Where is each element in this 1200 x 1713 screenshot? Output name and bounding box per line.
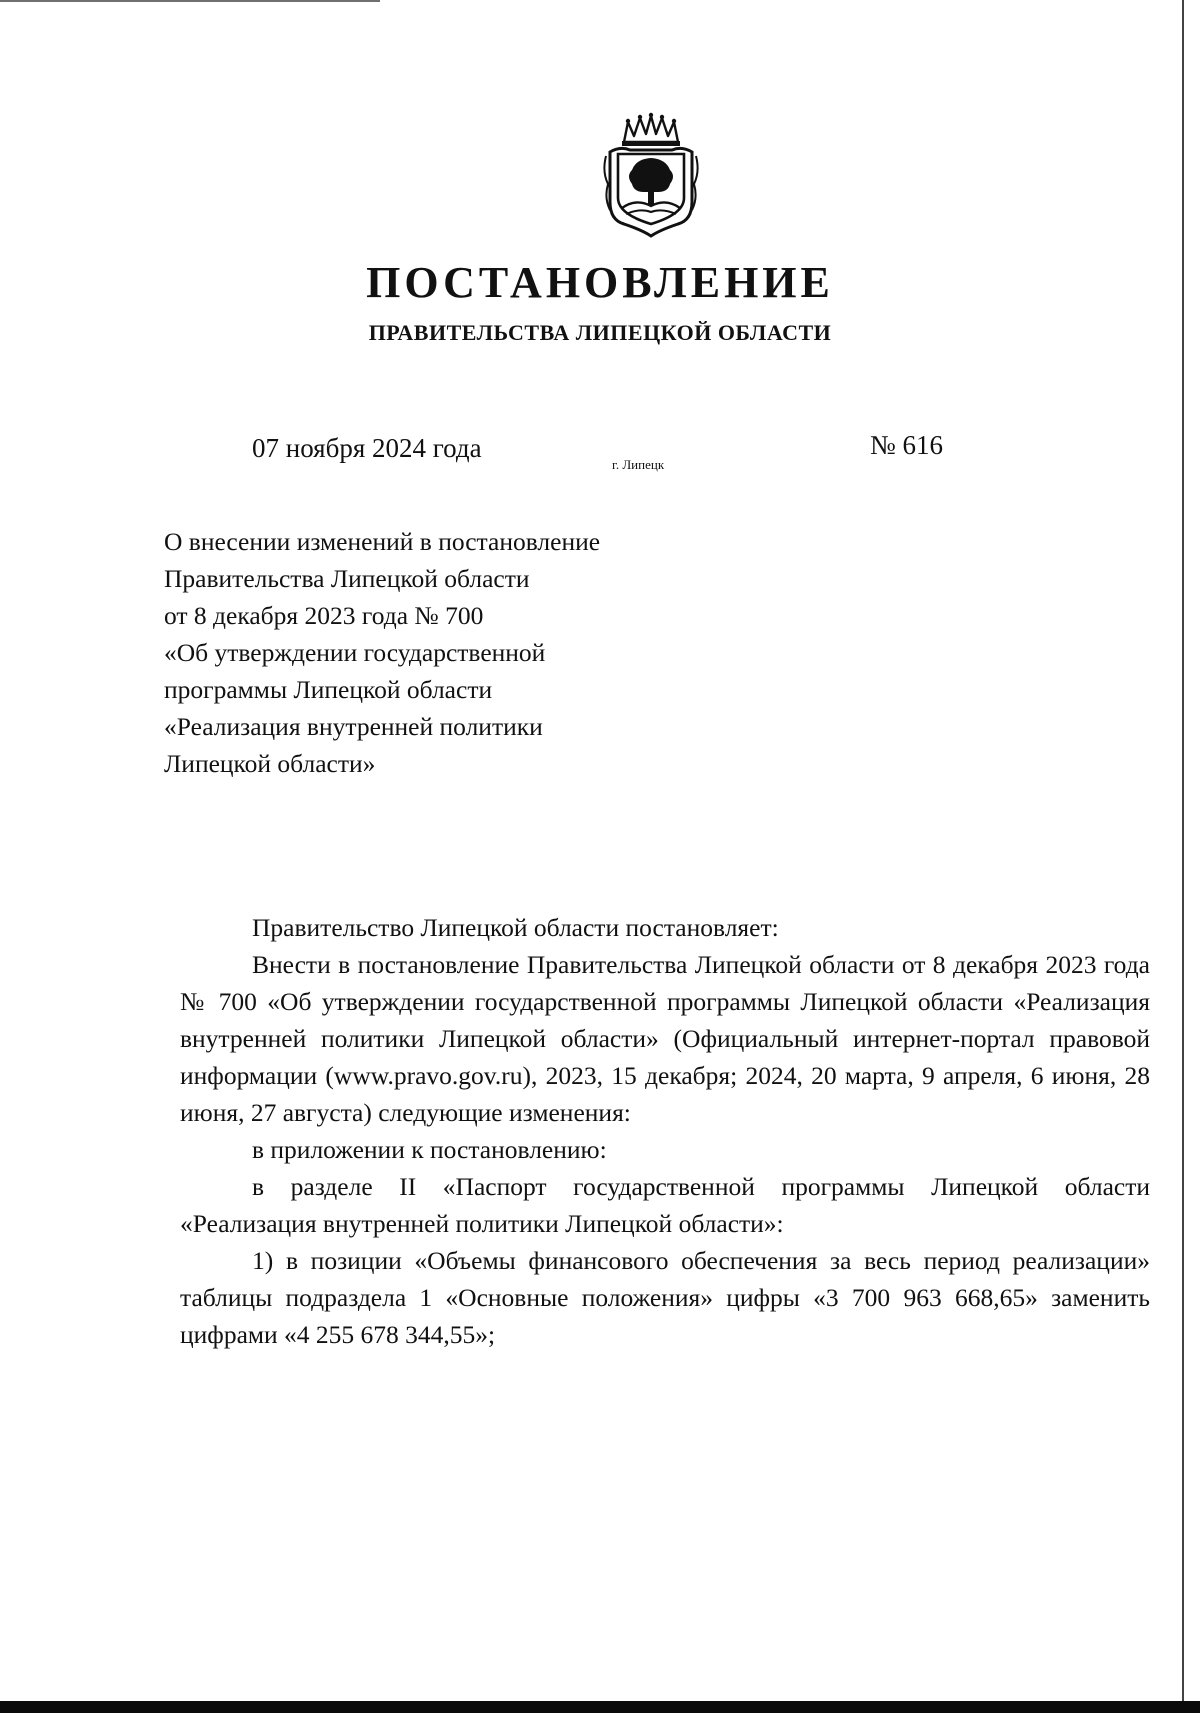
heading-line: «Об утверждении государственной bbox=[164, 638, 546, 667]
coat-of-arms-icon bbox=[602, 112, 700, 238]
body-paragraph: Внести в постановление Правительства Липецкой области от 8 декабря 2023 года № 700 «Об утверждении государственной программы Липецкой области «Реализация внутренней политики Липецкой области» (Официальный интернет-портал правовой информации (www.pravo.gov.ru), 2023, 15 декабря; 2024, 20 марта, 9 апреля, 6 июня, 28 июня, 27 августа) следующие изменения: bbox=[180, 950, 1150, 1127]
document-body bbox=[180, 909, 1150, 1353]
document-place: г. Липецк bbox=[612, 457, 665, 472]
scan-edge-top bbox=[0, 0, 380, 2]
document-number: № 616 bbox=[870, 430, 944, 460]
body-paragraph: 1) в позиции «Объемы финансового обеспечения за весь период реализации» таблицы подраздела 1 «Основные положения» цифры «3 700 963 668,65» заменить цифрами «4 255 678 344,55»; bbox=[180, 1246, 1150, 1349]
body-paragraph: Правительство Липецкой области постановляет: bbox=[252, 913, 779, 942]
body-paragraph: в приложении к постановлению: bbox=[252, 1135, 607, 1164]
heading-line: О внесении изменений в постановление bbox=[164, 527, 601, 556]
body-paragraph: в разделе II «Паспорт государственной программы Липецкой области «Реализация внутренней политики Липецкой области»: bbox=[180, 1172, 1150, 1238]
document-title: ПОСТАНОВЛЕНИЕ bbox=[366, 258, 834, 307]
document-heading bbox=[164, 523, 724, 782]
heading-line: от 8 декабря 2023 года № 700 bbox=[164, 601, 484, 630]
scan-edge-bottom bbox=[0, 1701, 1200, 1713]
document-subtitle: ПРАВИТЕЛЬСТВА ЛИПЕЦКОЙ ОБЛАСТИ bbox=[368, 320, 832, 345]
heading-line: Правительства Липецкой области bbox=[164, 564, 530, 593]
heading-line: программы Липецкой области bbox=[164, 675, 493, 704]
heading-line: Липецкой области» bbox=[164, 749, 376, 778]
heading-line: «Реализация внутренней политики bbox=[164, 712, 543, 741]
document-date: 07 ноября 2024 года bbox=[252, 433, 482, 463]
